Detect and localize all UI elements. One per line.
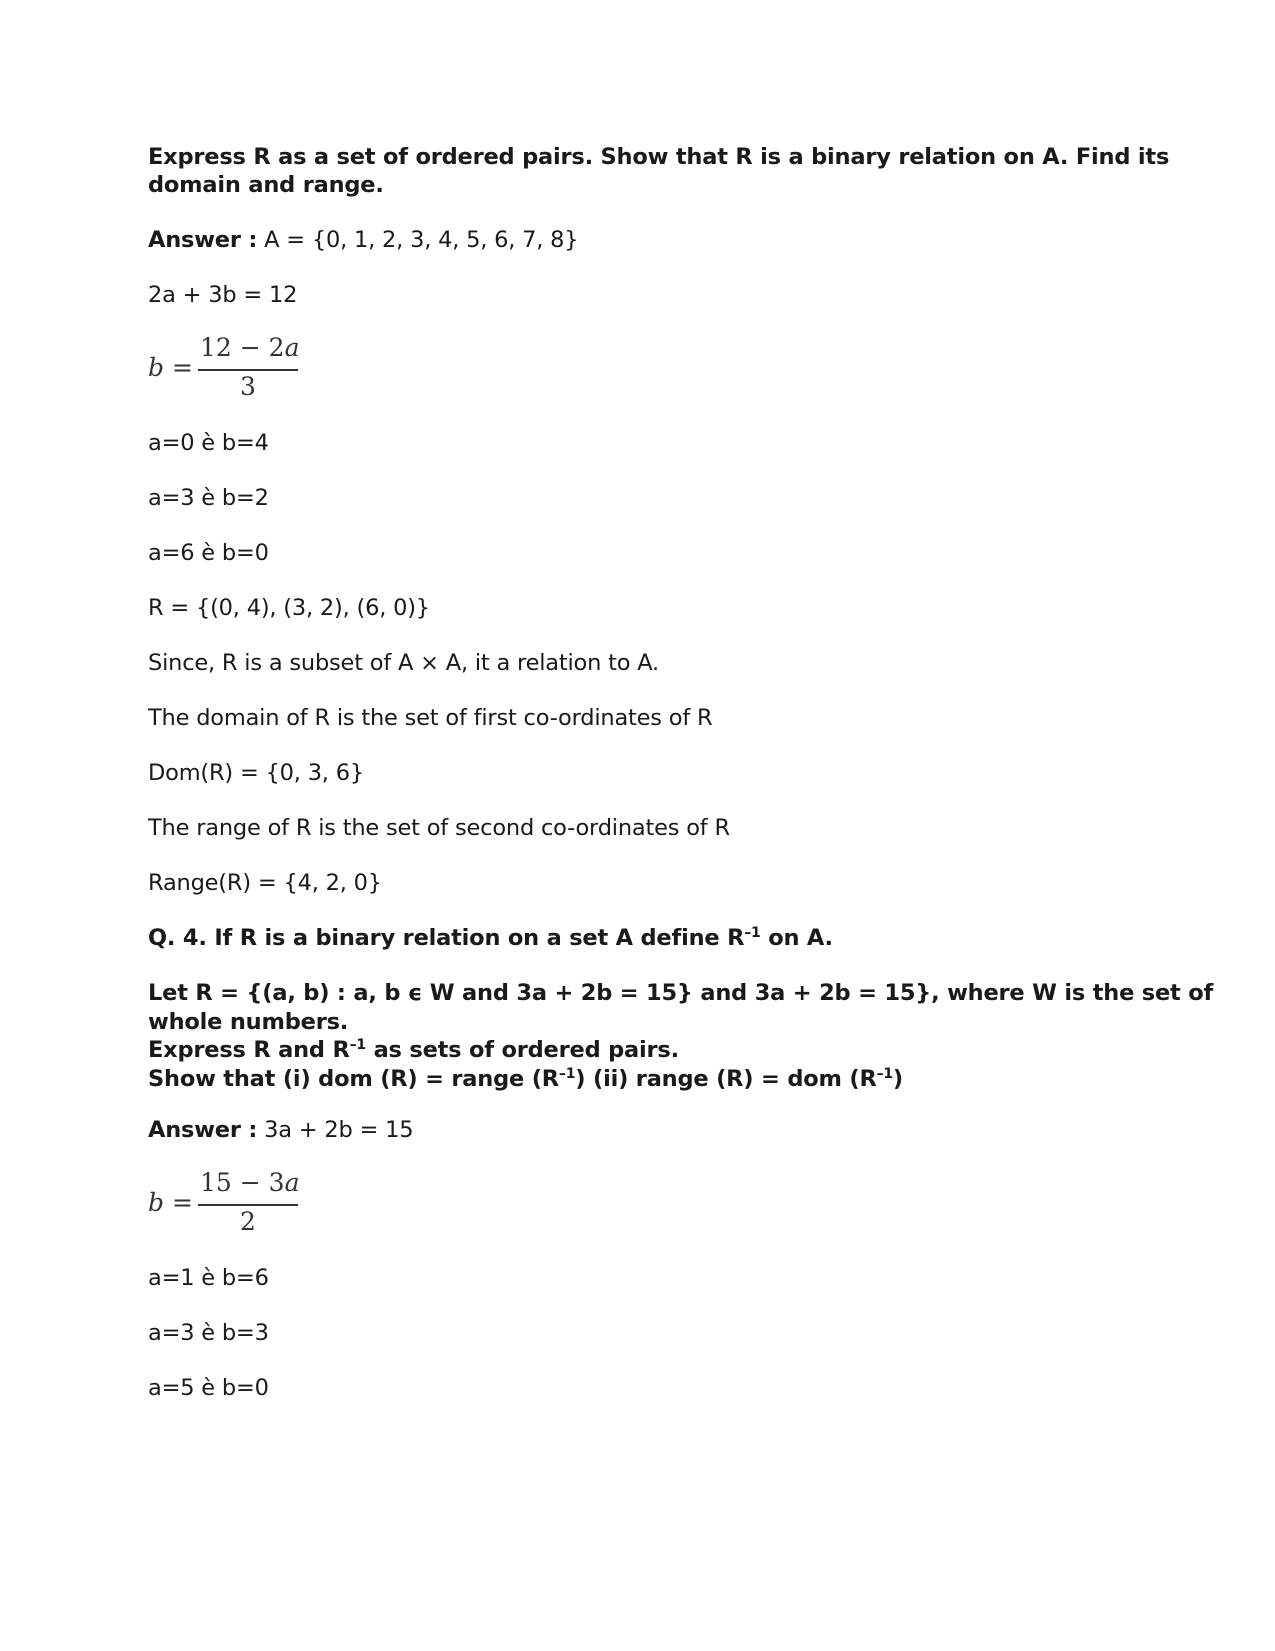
step-1-2: a=3 è b=2: [148, 485, 269, 511]
step-1-3: a=6 è b=0: [148, 540, 269, 566]
equation-1: 2a + 3b = 12: [148, 282, 298, 308]
question-4-let-line-1: Let R = {(a, b) : a, b ϵ W and 3a + 2b = 15} and 3a + 2b = 15}, where W is the set of: [148, 980, 1214, 1006]
range-note: The range of R is the set of second co-ordinates of R: [148, 815, 730, 841]
formula-1-denominator: 3: [240, 372, 256, 401]
question-4-title: Q. 4. If R is a binary relation on a set A define $R^{-1}$ on A.: [148, 925, 833, 951]
answer-2-equation: 3a + 2b = 15: [264, 1117, 414, 1143]
question-4-show: Show that (i) dom (R) = range $(R^{-1})$ (ii) range (R) = dom $(R^{-1})$: [148, 1065, 904, 1092]
formula-1-lhs: b =: [148, 353, 193, 382]
step-2-1: a=1 è b=6: [148, 1265, 269, 1291]
formula-1-numerator: 12 − 2a: [200, 333, 300, 362]
formula-2-numerator: 15 − 3a: [200, 1168, 300, 1197]
answer-1-set: A = {0, 1, 2, 3, 4, 5, 6, 7, 8}: [264, 227, 579, 253]
answer-1-line: [148, 226, 1138, 255]
formula-1: [148, 333, 308, 405]
relation-r: R = {(0, 4), (3, 2), (6, 0)}: [148, 595, 430, 621]
formula-2: [148, 1168, 308, 1240]
question-4-let-line-2: whole numbers.: [148, 1008, 349, 1035]
formula-2-lhs: b =: [148, 1188, 193, 1217]
intro-line-1: Express R as a set of ordered pairs. Show that R is a binary relation on A. Find its: [148, 144, 1170, 170]
domain-value: Dom(R) = {0, 3, 6}: [148, 760, 364, 786]
question-4-express: Express R and $R^{-1}$ as sets of ordered pairs.: [148, 1037, 679, 1063]
subset-note: Since, R is a subset of A × A, it a relation to A.: [148, 650, 659, 676]
answer-2-line: [148, 1116, 1138, 1145]
step-2-2: a=3 è b=3: [148, 1320, 269, 1346]
formula-2-fraction-bar: [198, 1204, 298, 1206]
step-1-1: a=0 è b=4: [148, 430, 269, 456]
formula-2-denominator: 2: [240, 1207, 256, 1236]
question-4-body: [148, 979, 1214, 1093]
domain-note: The domain of R is the set of first co-ordinates of R: [148, 705, 713, 731]
intro-line-2: domain and range.: [148, 172, 384, 198]
answer-label: Answer :: [148, 227, 258, 253]
step-2-3: a=5 è b=0: [148, 1375, 269, 1401]
range-value: Range(R) = {4, 2, 0}: [148, 870, 382, 896]
formula-1-fraction-bar: [198, 369, 298, 371]
answer-label: Answer :: [148, 1117, 258, 1143]
